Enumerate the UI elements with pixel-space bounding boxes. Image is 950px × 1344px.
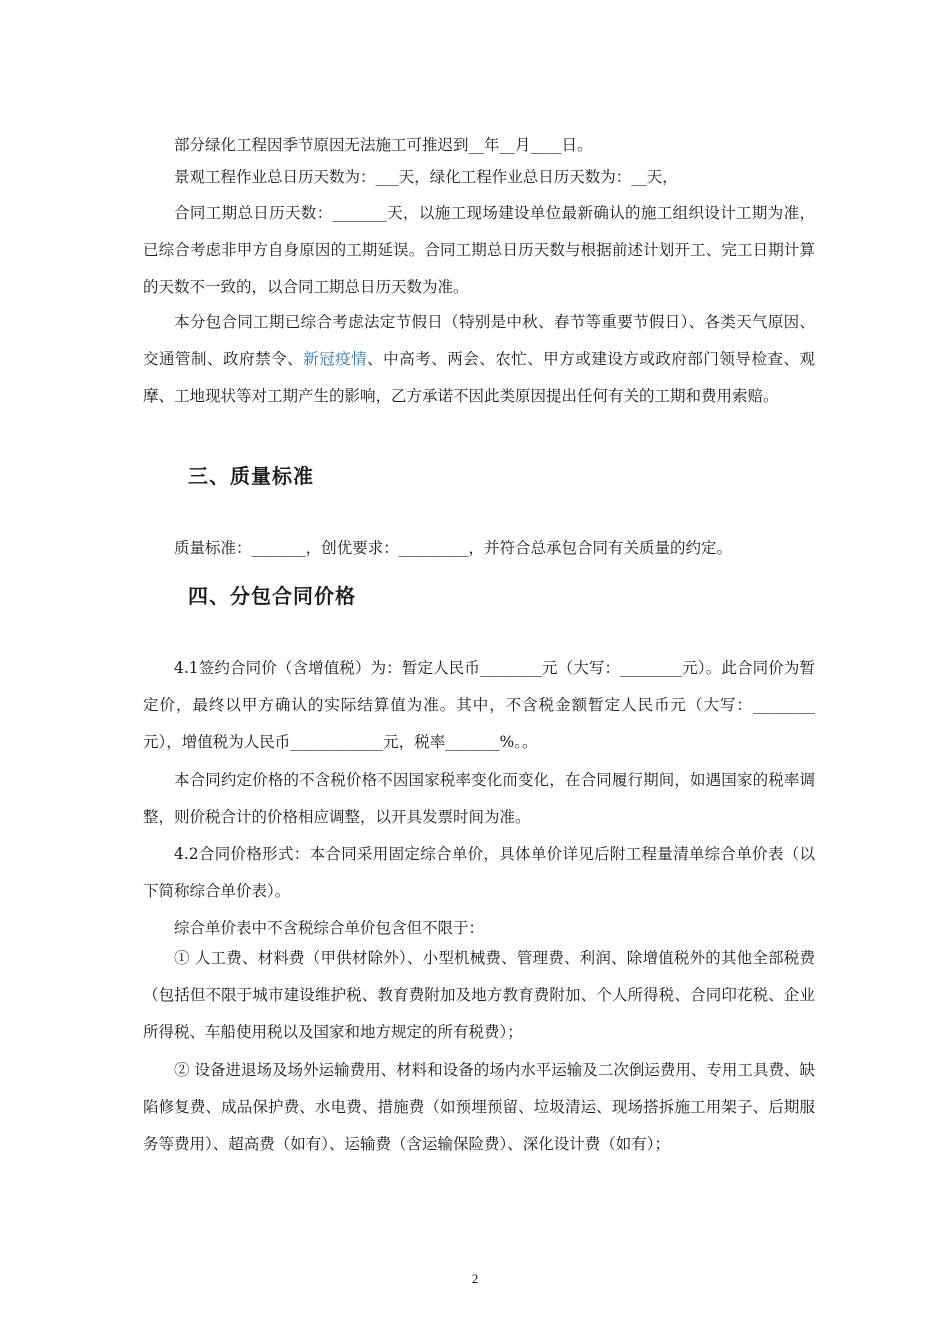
paragraph-greening-delay: 部分绿化工程因季节原因无法施工可推迟到__年__月____日。 xyxy=(174,136,593,154)
paragraph-tax-adjustment: 本合同约定价格的不含税价格不因国家税率变化而变化，在合同履行期间，如遇国家的税率调整，则价税合计的价格相应调整，以开具发票时间为准。 xyxy=(143,771,815,827)
paragraph-price-form: 4.2合同价格形式：本合同采用固定综合单价，具体单价详见后附工程量清单综合单价表（以下简称综合单价表）。 xyxy=(143,845,815,901)
paragraph-calendar-days: 景观工程作业总日历天数为：___天，绿化工程作业总日历天数为：__天， xyxy=(174,168,678,186)
paragraph-unit-price-includes: 综合单价表中不含税综合单价包含但不限于： xyxy=(174,919,485,937)
paragraph-contract-price: 4.1签约合同价（含增值税）为：暂定人民币________元（大写：________元）。此合同价为暂定价，最终以甲方确认的实际结算值为准。其中，不含税金额暂定人民币元（大写：________元），增值税为人民币____________元，税率_______%。。 xyxy=(143,659,815,752)
section-heading-quality: 三、质量标准 xyxy=(188,464,314,488)
paragraph-item-1: ① 人工费、材料费（甲供材除外）、小型机械费、管理费、利润、除增值税外的其他全部税费（包括但不限于城市建设维护税、教育费附加及地方教育费附加、个人所得税、合同印花税、企业所得税、车船使用税以及国家和地方规定的所有税费）； xyxy=(143,949,815,1042)
paragraph-item-2: ② 设备进退场及场外运输费用、材料和设备的场内水平运输及二次倒运费用、专用工具费、缺陷修复费、成品保护费、水电费、措施费（如预埋预留、垃圾清运、现场搭拆施工用架子、后期服务等费用）、超高费（如有）、运输费（含运输保险费）、深化设计费（如有）； xyxy=(143,1061,815,1154)
highlighted-link-text[interactable]: 新冠疫情 xyxy=(303,350,368,369)
paragraph-contract-period: 合同工期总日历天数：_______天，以施工现场建设单位最新确认的施工组织设计工期为准，已综合考虑非甲方自身原因的工期延误。合同工期总日历天数与根据前述计划开工、完工日期计算的天数不一致的，以合同工期总日历天数为准。 xyxy=(143,204,815,297)
paragraph-quality-standard: 质量标准：_______，创优要求：_________，并符合总承包合同有关质量的约定。 xyxy=(174,539,733,557)
section-heading-price: 四、分包合同价格 xyxy=(188,584,356,608)
holiday-text-after: 、中高考、两会、农忙、甲方或建设方或政府部门领导检查、观摩、工地现状等对工期产生的影响，乙方承诺不因此类原因提出任何有关的工期和费用索赔。 xyxy=(143,350,815,406)
holiday-text-before: 本分包合同工期已综合考虑法定节假日（特别是中秋、春节等重要节假日）、各类天气原因、交通管制、政府禁令、 xyxy=(143,313,815,369)
page-number: 2 xyxy=(471,1271,479,1286)
paragraph-holiday-impact xyxy=(143,304,815,416)
